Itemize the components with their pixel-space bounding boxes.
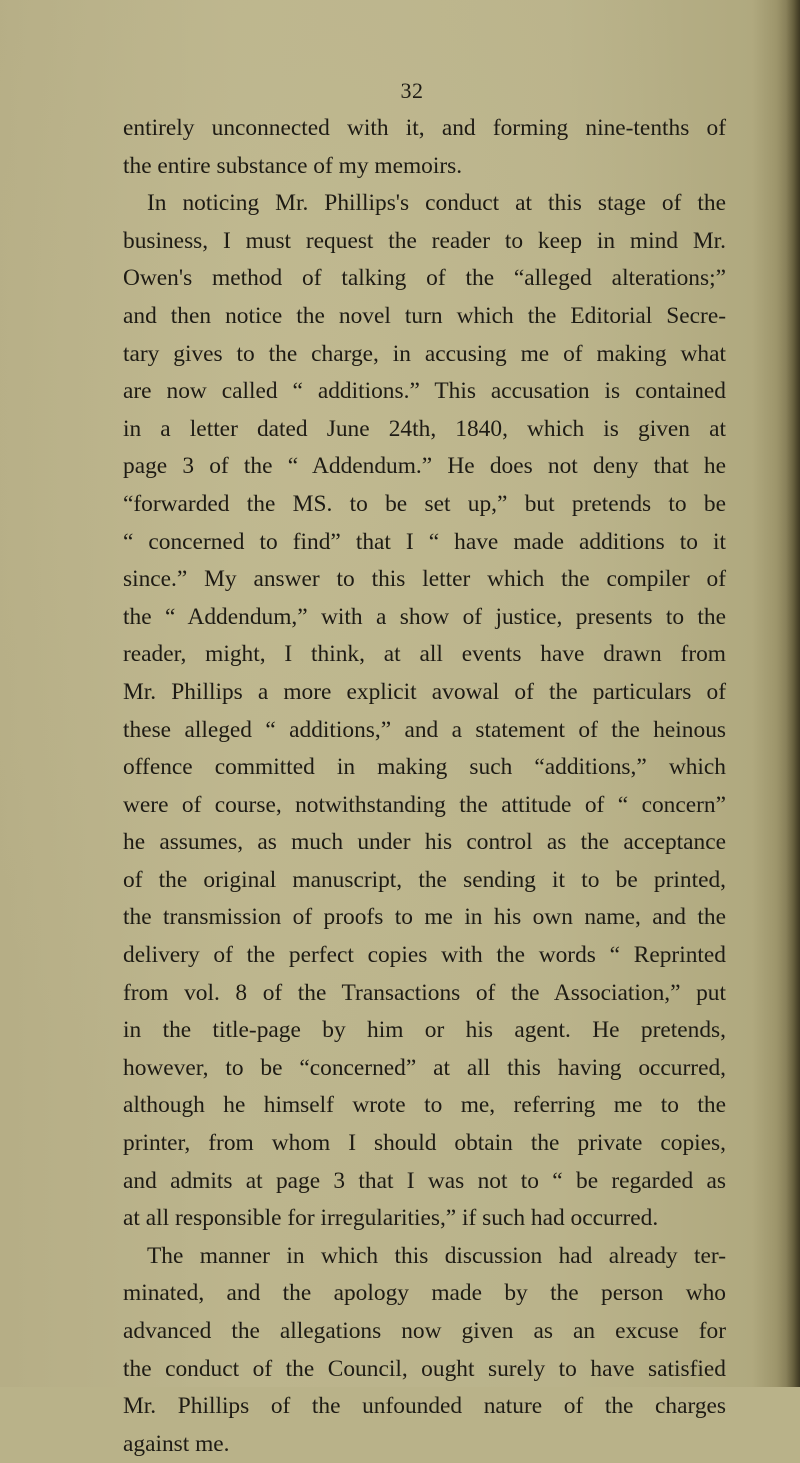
text-line: Mr. Phillips a more explicit avowal of the particulars of <box>123 678 726 705</box>
text-line: the “ Addendum,” with a show of justice, presents to the <box>123 603 726 630</box>
text-line: delivery of the perfect copies with the words “ Reprinted <box>123 942 726 969</box>
text-line: entirely unconnected with it, and forming nine-tenths of <box>123 115 726 141</box>
text-line: these alleged “ additions,” and a statement of the heinous <box>123 716 726 743</box>
text-line: at all responsible for irregularities,” if such had occurred. <box>123 1205 659 1232</box>
text-line: are now called “ additions.” This accusation is contained <box>123 378 726 405</box>
body-text <box>123 110 726 1463</box>
text-line: although he himself wrote to me, referring me to the <box>123 1092 726 1119</box>
text-line: Owen's method of talking of the “alleged alterations;” <box>123 265 726 292</box>
text-line: the transmission of proofs to me in his own name, and the <box>123 904 726 931</box>
text-line: the entire substance of my memoirs. <box>123 152 463 179</box>
text-line: offence committed in making such “additions,” which <box>123 754 726 781</box>
text-line: and admits at page 3 that I was not to “ be regarded as <box>123 1167 726 1194</box>
text-line: advanced the allegations now given as an excuse for <box>123 1318 726 1344</box>
text-line: reader, might, I think, at all events have drawn from <box>123 641 726 668</box>
page-edge-shadow <box>786 0 800 1387</box>
text-line: from vol. 8 of the Transactions of the Association,” put <box>123 979 726 1006</box>
text-line: of the original manuscript, the sending it to be printed, <box>123 866 726 893</box>
text-line: were of course, notwithstanding the attitude of “ concern” <box>123 791 726 818</box>
text-line: Mr. Phillips of the unfounded nature of the charges <box>123 1393 726 1420</box>
text-line: business, I must request the reader to keep in mind Mr. <box>123 227 726 254</box>
text-line: in a letter dated June 24th, 1840, which is given at <box>123 415 726 442</box>
text-line: “forwarded the MS. to be set up,” but pretends to be <box>123 490 726 517</box>
text-line: in the title-page by him or his agent. He pretends, <box>123 1017 726 1044</box>
text-line: tary gives to the charge, in accusing me of making what <box>123 340 726 367</box>
text-line: he assumes, as much under his control as the acceptance <box>123 829 726 856</box>
text-line: “ concerned to find” that I “ have made additions to it <box>123 528 726 555</box>
text-line: since.” My answer to this letter which the compiler of <box>123 566 726 593</box>
text-line: page 3 of the “ Addendum.” He does not deny that he <box>123 453 726 480</box>
text-line: against me. <box>123 1430 230 1457</box>
text-line: the conduct of the Council, ought surely to have satisfied <box>123 1355 726 1382</box>
text-line: printer, from whom I should obtain the private copies, <box>123 1130 726 1157</box>
text-line: however, to be “concerned” at all this having occurred, <box>123 1054 726 1081</box>
text-line: and then notice the novel turn which the Editorial Secre- <box>123 302 726 329</box>
text-line: minated, and the apology made by the person who <box>123 1280 726 1307</box>
page-number: 32 <box>400 78 424 103</box>
text-line: The manner in which this discussion had already ter- <box>147 1242 726 1269</box>
text-line: In noticing Mr. Phillips's conduct at this stage of the <box>147 190 726 217</box>
